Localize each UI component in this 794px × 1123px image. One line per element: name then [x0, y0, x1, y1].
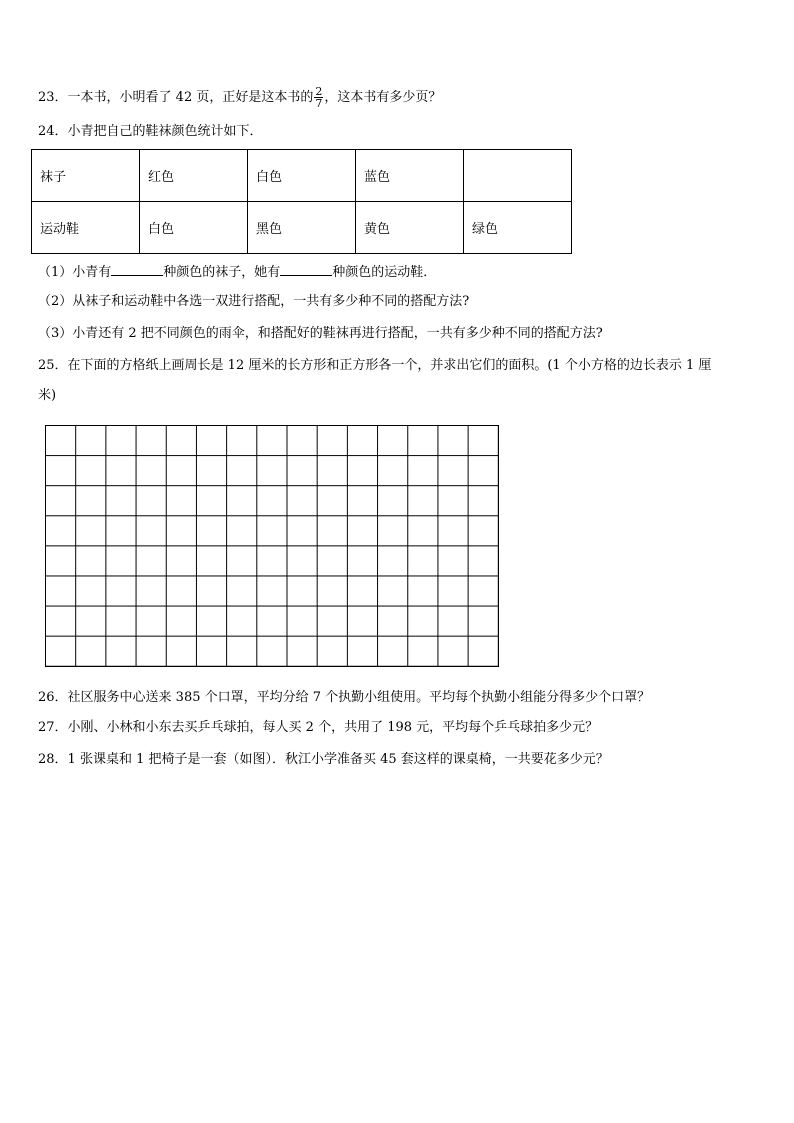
table-cell: 黑色 — [248, 202, 356, 254]
table-cell: 蓝色 — [356, 150, 464, 202]
q24-sub1-part-c: 种颜色的运动鞋． — [332, 265, 437, 280]
question-24-sub3: （3）小青还有 2 把不同颜色的雨伞，和搭配好的鞋袜再进行搭配，一共有多少种不同的搭配方法? — [38, 326, 603, 341]
table-cell: 黄色 — [356, 202, 464, 254]
table-cell — [464, 150, 572, 202]
question-24-sub2: （2）从袜子和运动鞋中各选一双进行搭配，一共有多少种不同的搭配方法? — [38, 294, 470, 309]
question-25-line2: 米) — [38, 388, 57, 403]
q23-fraction-denominator: 7 — [315, 97, 323, 110]
table-row — [32, 202, 572, 254]
q24-sub1-part-a: （1）小青有 — [38, 265, 112, 280]
q23-fraction — [314, 86, 323, 109]
question-26: 26．社区服务中心送来 385 个口罩，平均分给 7 个执勤小组使用。平均每个执勤小组能分得多少个口罩？ — [38, 690, 651, 705]
table-row — [32, 150, 572, 202]
color-table — [31, 149, 572, 254]
graph-paper-grid[interactable] — [45, 425, 499, 667]
question-28: 28．1 张课桌和 1 把椅子是一套（如图）．秋江小学准备买 45 套这样的课桌椅，一共要花多少元？ — [38, 752, 609, 767]
question-23 — [38, 86, 441, 109]
question-25-line1: 25．在下面的方格纸上画周长是 12 厘米的长方形和正方形各一个，并求出它们的面积。(1 个小方格的边长表示 1 厘 — [38, 358, 712, 373]
q23-text-after: ，这本书有多少页？ — [324, 90, 442, 105]
answer-blank[interactable] — [280, 261, 332, 276]
table-cell: 绿色 — [464, 202, 572, 254]
question-24-sub1 — [38, 261, 436, 283]
table-cell: 红色 — [140, 150, 248, 202]
q24-sub1-part-b: 种颜色的袜子，她有 — [163, 265, 281, 280]
table-cell: 袜子 — [32, 150, 140, 202]
q23-text-before: 23．一本书，小明看了 42 页，正好是这本书的 — [38, 90, 314, 105]
table-cell: 运动鞋 — [32, 202, 140, 254]
question-24-title: 24．小青把自己的鞋袜颜色统计如下． — [38, 124, 263, 139]
table-cell: 白色 — [140, 202, 248, 254]
answer-blank[interactable] — [111, 261, 163, 276]
question-27: 27．小刚、小林和小东去买乒乓球拍，每人买 2 个，共用了 198 元，平均每个乒乓球拍多少元？ — [38, 720, 599, 735]
q23-fraction-numerator: 2 — [315, 85, 323, 98]
table-cell: 白色 — [248, 150, 356, 202]
